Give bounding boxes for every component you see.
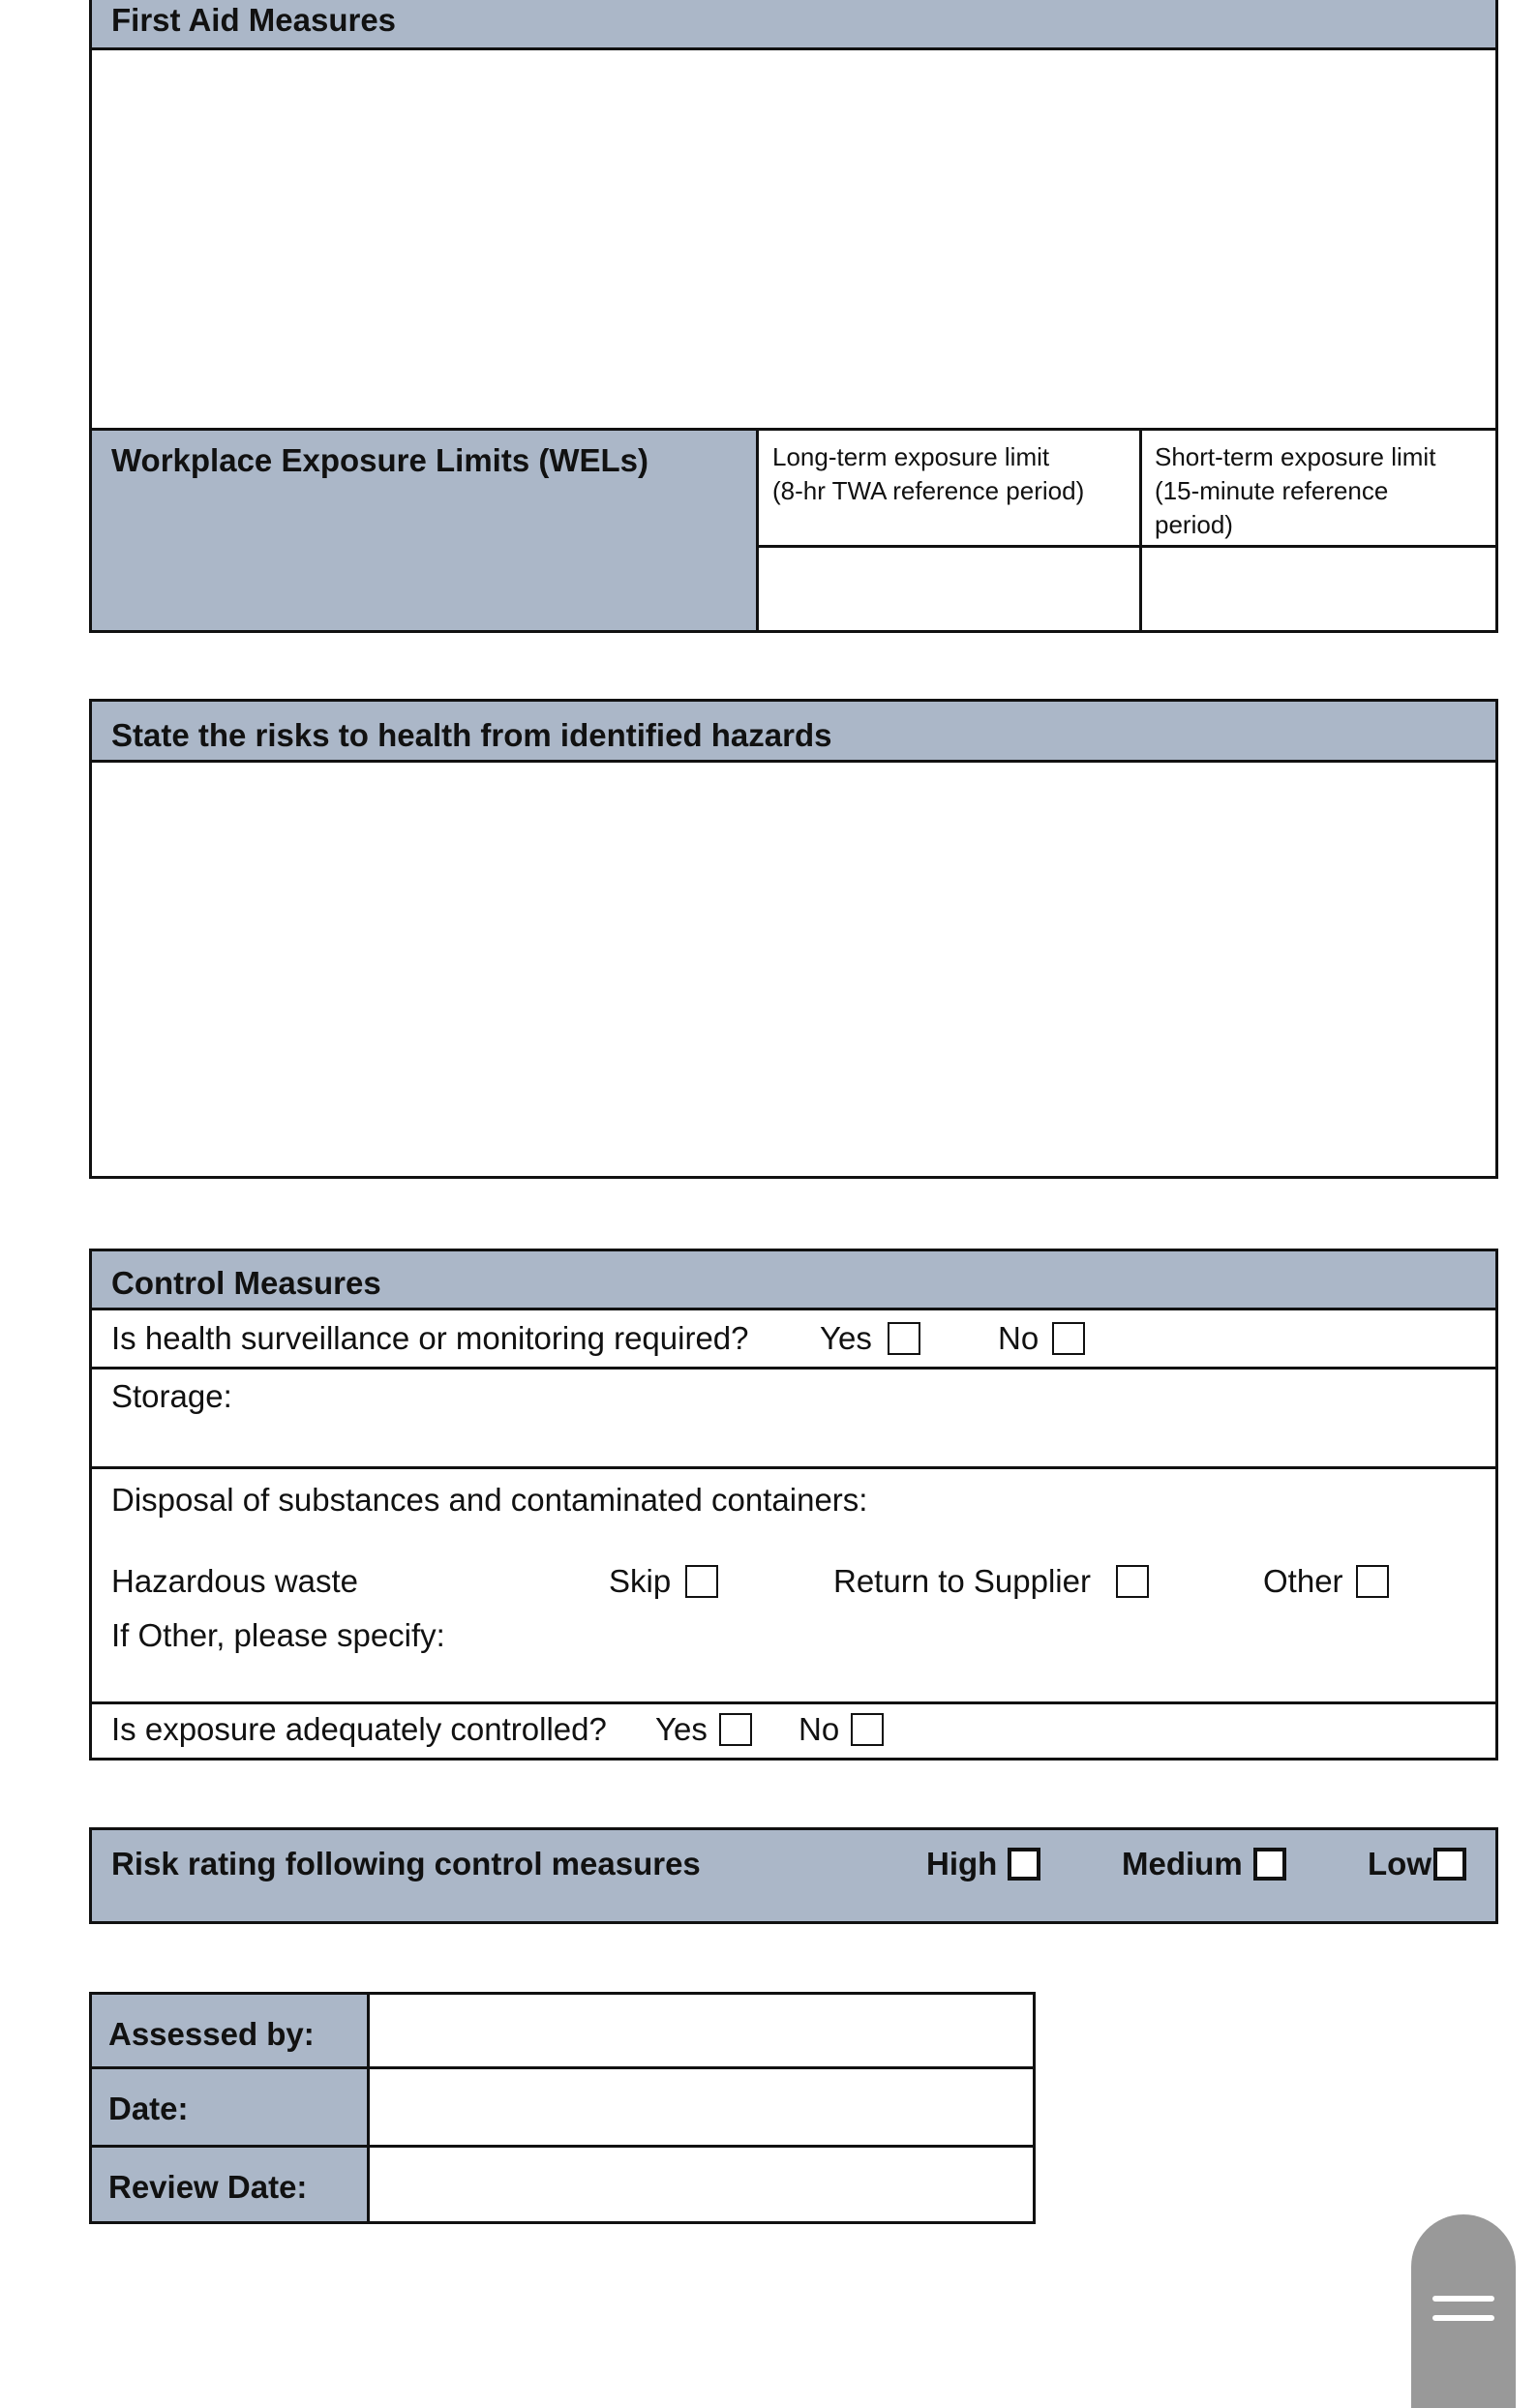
wel-title: Workplace Exposure Limits (WELs) [111,442,649,478]
first-aid-header [89,0,1498,50]
date-field[interactable] [370,2069,1033,2145]
risk-medium-checkbox[interactable] [1253,1848,1286,1881]
risk-low-label: Low [1368,1846,1432,1881]
handle-grip-icon [1432,2296,1494,2302]
other-checkbox[interactable] [1356,1565,1389,1598]
surveillance-no-label: No [998,1320,1040,1356]
risks-header [89,699,1498,763]
date-label-cell [92,2069,367,2145]
wel-short-term-label: Short-term exposure limit (15-minute reference period) [1155,442,1436,539]
risk-high-label: High [926,1846,998,1881]
surveillance-yes-label: Yes [820,1320,872,1356]
risks-field[interactable] [89,763,1498,1179]
wel-short-term-header [1139,428,1498,548]
skip-checkbox[interactable] [685,1565,718,1598]
risk-rating-row [89,1827,1498,1924]
wel-short-term-value[interactable] [1139,545,1498,633]
wel-long-term-header [759,428,1142,548]
exposure-no-checkbox[interactable] [851,1713,884,1746]
assessed-by-label-cell [92,1995,367,2066]
date-label: Date: [108,2091,189,2126]
skip-label: Skip [609,1563,672,1599]
other-label: Other [1263,1563,1343,1599]
exposure-yes-checkbox[interactable] [719,1713,752,1746]
review-date-field[interactable] [370,2148,1033,2221]
review-date-label: Review Date: [108,2169,308,2205]
control-header [89,1249,1498,1310]
return-supplier-checkbox[interactable] [1116,1565,1149,1598]
risk-rating-title: Risk rating following control measures [111,1846,701,1881]
exposure-question: Is exposure adequately controlled? [111,1711,607,1747]
wel-long-term-label: Long-term exposure limit (8-hr TWA reference period) [772,442,1085,505]
return-supplier-label: Return to Supplier [833,1563,1091,1599]
storage-row[interactable] [89,1367,1498,1469]
storage-label: Storage: [111,1378,232,1414]
assessed-by-label: Assessed by: [108,2016,315,2052]
first-aid-title: First Aid Measures [111,2,397,38]
other-specify-label: If Other, please specify: [111,1617,445,1653]
exposure-yes-label: Yes [655,1711,708,1747]
control-title: Control Measures [111,1265,381,1301]
risk-medium-label: Medium [1122,1846,1243,1881]
exposure-row [89,1701,1498,1761]
risks-title: State the risks to health from identified hazards [111,717,832,753]
surveillance-question: Is health surveillance or monitoring required? [111,1320,749,1356]
review-date-label-cell [92,2148,367,2221]
surveillance-no-checkbox[interactable] [1052,1322,1085,1355]
surveillance-yes-checkbox[interactable] [888,1322,920,1355]
wel-long-term-value[interactable] [759,545,1142,633]
disposal-section [89,1466,1498,1704]
risk-low-checkbox[interactable] [1433,1848,1466,1881]
assessed-by-field[interactable] [370,1995,1033,2066]
exposure-no-label: No [799,1711,840,1747]
scroll-handle[interactable] [1411,2214,1516,2408]
surveillance-row [89,1310,1498,1370]
first-aid-field[interactable] [89,50,1498,428]
risk-high-checkbox[interactable] [1008,1848,1040,1881]
handle-grip-icon [1432,2315,1494,2321]
wel-header [89,428,759,633]
hazardous-waste-label: Hazardous waste [111,1563,358,1599]
disposal-label: Disposal of substances and contaminated containers: [111,1482,868,1518]
